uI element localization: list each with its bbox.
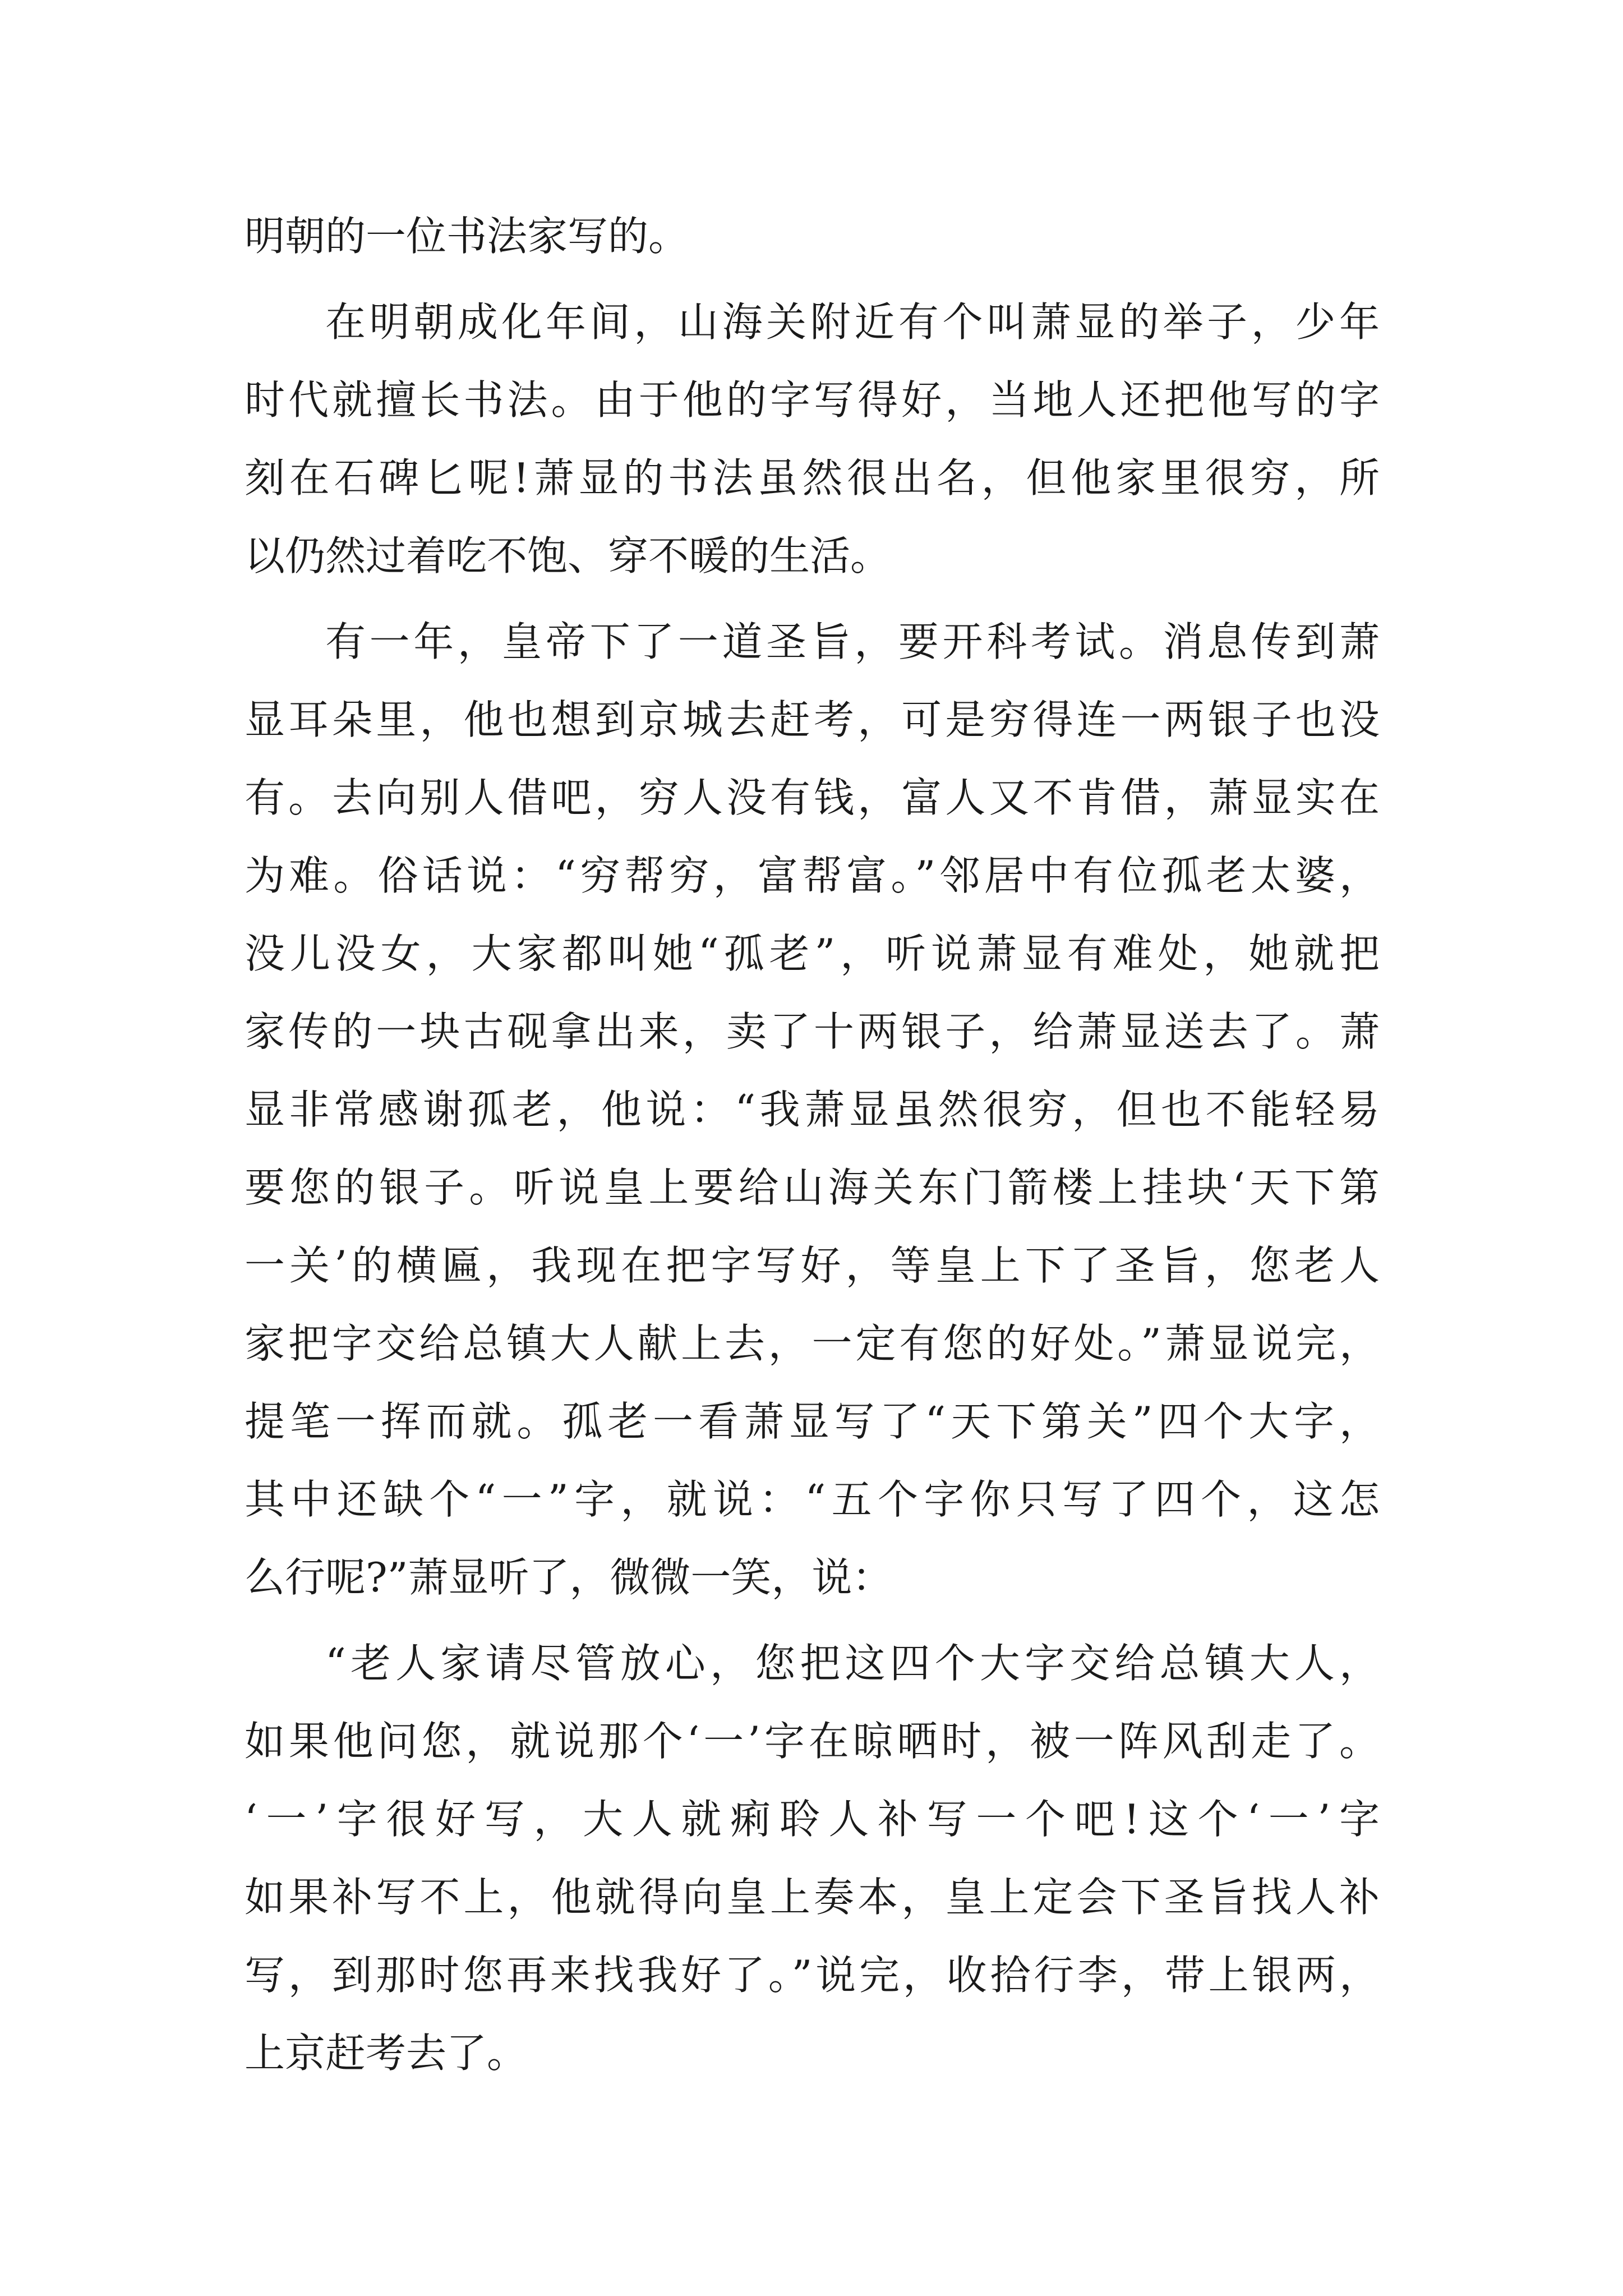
paragraph [245,197,1380,275]
text-line: 家把字交给总镇大人献上去，一定有您的好处。”萧显说完， [245,1320,1380,1367]
body-text [245,197,1380,2092]
text-line: 时代就擅长书法。由于他的字写得好，当地人还把他写的字 [245,376,1380,424]
paragraph [245,1625,1380,2092]
text-line: 么行呢?”萧显听了，微微一笑，说： [245,1554,893,1601]
text-line: 为难。俗话说：“穷帮穷，富帮富。”邻居中有位孤老太婆， [245,852,1380,899]
paragraph [245,603,1380,1617]
text-line: 如果补写不上，他就得向皇上奏本，皇上定会下圣旨找人补 [245,1874,1380,1921]
text-line: 以仍然过着吃不饱、穿不暖的生活。 [245,532,891,579]
text-line: 上京赶考去了。 [245,2030,528,2077]
text-line: 其中还缺个“一”字，就说：“五个字你只写了四个，这怎 [245,1476,1380,1523]
paragraph [245,283,1380,595]
text-line: 刻在石碑匕呢!萧显的书法虽然很出名，但他家里很穷，所 [245,454,1380,501]
text-line: 写，到那时您再来找我好了。”说完，收拾行李，带上银两， [245,1952,1380,1999]
text-line: 显非常感谢孤老，他说：“我萧显虽然很穷，但也不能轻易 [245,1086,1380,1133]
text-line: 明朝的一位书法家写的。 [245,213,689,260]
text-line: “老人家请尽管放心，您把这四个大字交给总镇大人， [325,1640,1380,1687]
text-line: 显耳朵里，他也想到京城去赶考，可是穷得连一两银子也没 [245,696,1380,743]
text-line: 一关’的横匾，我现在把字写好，等皇上下了圣旨，您老人 [245,1242,1380,1289]
text-line: 有一年，皇帝下了一道圣旨，要开科考试。消息传到萧 [325,618,1380,665]
text-line: 在明朝成化年间，山海关附近有个叫萧显的举子，少年 [325,298,1380,346]
text-line: 没儿没女，大家都叫她“孤老”，听说萧显有难处，她就把 [245,930,1380,977]
text-line: ‘一’字很好写，大人就痢聆人补写一个吧!这个‘一’字 [245,1796,1380,1843]
text-line: 提笔一挥而就。孤老一看萧显写了“天下第关”四个大字， [245,1398,1380,1445]
text-line: 如果他问您，就说那个‘一’字在晾晒时，被一阵风刮走了。 [245,1718,1380,1765]
text-line: 有。去向别人借吧，穷人没有钱，富人又不肯借，萧显实在 [245,774,1380,821]
text-line: 要您的银子。听说皇上要给山海关东门箭楼上挂块‘天下第 [245,1164,1380,1211]
text-line: 家传的一块古砚拿出来，卖了十两银子，给萧显送去了。萧 [245,1008,1380,1055]
